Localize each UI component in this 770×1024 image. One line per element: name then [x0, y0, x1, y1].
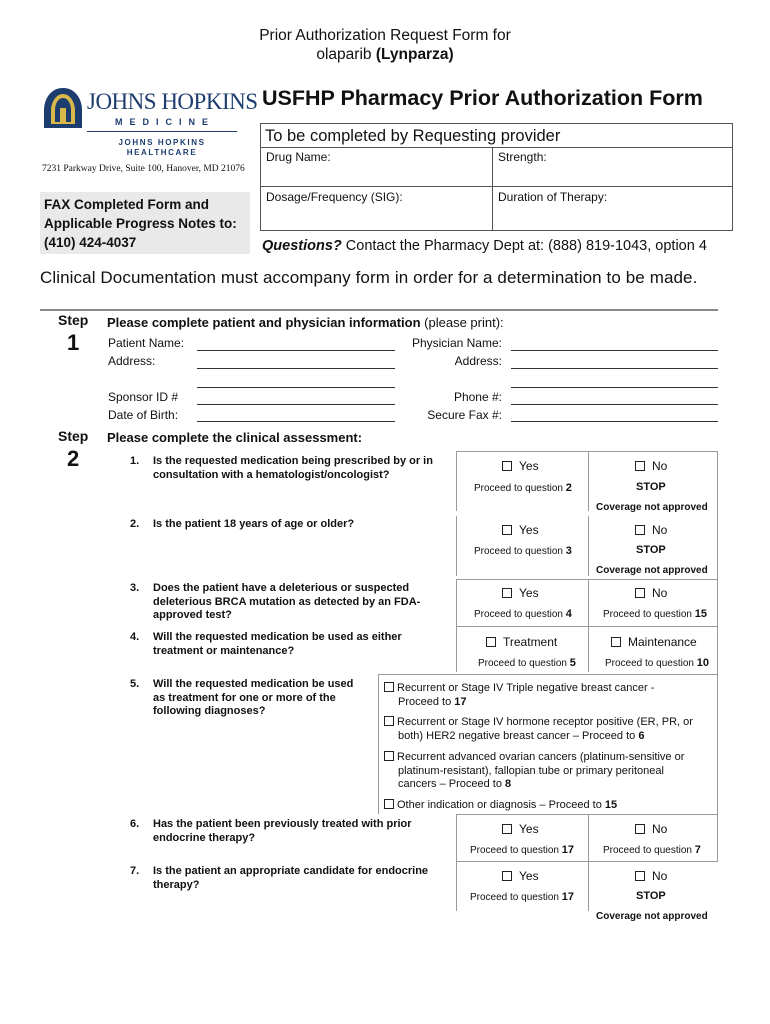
q2-no-option[interactable] — [635, 523, 667, 537]
proceed-target: 15 — [604, 799, 618, 811]
grid-line — [456, 451, 718, 452]
dob-input[interactable] — [197, 421, 395, 422]
checkbox-icon[interactable] — [384, 799, 394, 809]
q7-stop: STOP — [636, 890, 666, 902]
physician-address-input-2[interactable] — [511, 387, 718, 388]
proceed-label: Proceed to question — [603, 845, 692, 856]
question-number: 4. — [130, 631, 140, 643]
q5-diagnosis-ovarian[interactable] — [384, 751, 714, 792]
proceed-label: Proceed to question — [474, 483, 563, 494]
option-label: Yes — [519, 869, 539, 883]
phone-label: Phone #: — [453, 390, 502, 404]
q1-yes-proceed — [474, 482, 572, 494]
proceed-target: 6 — [638, 729, 645, 742]
physician-name-label: Physician Name: — [411, 336, 502, 350]
form-title-line1: Prior Authorization Request Form for — [259, 27, 511, 44]
diagnosis-text: cancers – Proceed to — [398, 778, 502, 790]
q1-yes-option[interactable] — [502, 459, 539, 473]
question-6-text: Has the patient been previously treated with prior endocrine therapy? — [153, 818, 412, 844]
proceed-target: 2 — [565, 482, 572, 494]
q1-coverage-not-approved: Coverage not approved — [596, 502, 708, 513]
step2-title: Please complete the clinical assessment: — [107, 430, 363, 445]
step1-title-bold: Please complete patient and physician information — [107, 315, 421, 330]
option-label: No — [652, 869, 668, 883]
proceed-target: 15 — [694, 608, 707, 620]
proceed-label: Proceed to question — [603, 609, 692, 620]
grid-line — [456, 861, 457, 911]
grid-line — [456, 814, 457, 861]
question-number: 6. — [130, 818, 140, 830]
diagnosis-text: Proceed to — [398, 695, 452, 708]
diagnosis-text: Recurrent advanced ovarian cancers (platinum-sensitive or — [397, 751, 685, 763]
question-5-text: Will the requested medication be used as treatment for one or more of the following diagnoses? — [153, 678, 354, 717]
step1-number: 1 — [67, 330, 80, 355]
q6-no-option[interactable] — [635, 822, 667, 836]
question-number: 1. — [130, 455, 140, 467]
fax-line1: FAX Completed Form and — [44, 197, 210, 212]
diagnosis-text: Recurrent or Stage IV hormone receptor positive (ER, PR, or — [397, 716, 693, 728]
checkbox-icon[interactable] — [384, 716, 394, 726]
question-number: 7. — [130, 865, 140, 877]
q4-treatment-option[interactable] — [486, 635, 557, 649]
sponsor-id-label: Sponsor ID # — [108, 390, 179, 404]
question-4-text: Will the requested medication be used as either treatment or maintenance? — [153, 631, 402, 657]
grid-line — [588, 451, 589, 511]
patient-name-input[interactable] — [197, 350, 395, 351]
dob-label: Date of Birth: — [108, 408, 179, 422]
grid-line — [378, 674, 718, 675]
logo-wordmark: JOHNS HOPKINS — [87, 89, 258, 114]
proceed-label: Proceed to question — [478, 658, 567, 669]
checkbox-icon[interactable] — [635, 525, 645, 535]
option-label: Treatment — [503, 635, 558, 649]
form-title-line2 — [0, 45, 770, 64]
checkbox-icon[interactable] — [502, 871, 512, 881]
proceed-target: 7 — [694, 844, 701, 856]
question-3-text: Does the patient have a deleterious or suspected deleterious BRCA mutation as detected by an FDA-approved test? — [153, 582, 421, 621]
checkbox-icon[interactable] — [502, 525, 512, 535]
q3-yes-proceed — [474, 608, 572, 620]
question-number: 2. — [130, 518, 140, 530]
q7-no-option[interactable] — [635, 869, 667, 883]
q2-coverage-not-approved: Coverage not approved — [596, 565, 708, 576]
grid-line — [456, 579, 718, 580]
drug-generic-name: olaparib — [316, 46, 372, 63]
checkbox-icon[interactable] — [611, 637, 621, 647]
logo-medicine: MEDICINE — [115, 117, 216, 127]
grid-line — [456, 861, 718, 862]
secure-fax-input[interactable] — [511, 421, 718, 422]
dome-seal-icon — [42, 86, 84, 130]
secure-fax-label: Secure Fax #: — [427, 408, 502, 422]
q6-yes-proceed — [470, 844, 574, 856]
option-label: Yes — [519, 822, 539, 836]
page-title: USFHP Pharmacy Prior Authorization Form — [262, 86, 703, 110]
question-number: 3. — [130, 582, 140, 594]
patient-address-input-2[interactable] — [197, 387, 395, 388]
drug-brand-name: (Lynparza) — [375, 46, 454, 63]
questions-contact — [262, 238, 707, 254]
option-label: No — [652, 586, 668, 600]
proceed-target: 10 — [696, 657, 709, 669]
fax-line2: Applicable Progress Notes to: — [44, 216, 237, 231]
dosage-field[interactable]: Dosage/Frequency (SIG): — [266, 190, 403, 204]
q1-stop: STOP — [636, 481, 666, 493]
q5-diagnosis-other[interactable] — [384, 799, 714, 813]
q2-yes-option[interactable] — [502, 523, 539, 537]
proceed-target: 4 — [565, 608, 572, 620]
option-label: No — [652, 459, 668, 473]
proceed-label: Proceed to question — [474, 546, 563, 557]
checkbox-icon[interactable] — [635, 588, 645, 598]
q4-treatment-proceed — [478, 657, 576, 669]
checkbox-icon[interactable] — [384, 682, 394, 692]
q3-yes-option[interactable] — [502, 586, 539, 600]
checkbox-icon[interactable] — [502, 588, 512, 598]
checkbox-icon[interactable] — [635, 824, 645, 834]
proceed-target: 5 — [569, 657, 576, 669]
patient-address-input[interactable] — [197, 368, 395, 369]
grid-line — [456, 626, 718, 627]
option-label: Maintenance — [628, 635, 697, 649]
clinical-notice: Clinical Documentation must accompany form in order for a determination to be made. — [40, 268, 698, 287]
checkbox-icon[interactable] — [635, 461, 645, 471]
question-2-text: Is the patient 18 years of age or older? — [153, 518, 355, 530]
table-divider — [492, 147, 493, 231]
questions-text: Contact the Pharmacy Dept at: (888) 819-1043, option 4 — [345, 238, 707, 254]
q5-diagnosis-hr-positive[interactable] — [384, 716, 714, 743]
proceed-label: Proceed to question — [470, 892, 559, 903]
q2-stop: STOP — [636, 544, 666, 556]
step2-number: 2 — [67, 446, 80, 471]
grid-line — [456, 451, 457, 511]
grid-line — [378, 674, 379, 814]
q4-maintenance-proceed — [605, 657, 709, 669]
logo-divider — [87, 131, 237, 132]
grid-line — [717, 451, 718, 861]
diagnosis-text: platinum-resistant), fallopian tube or primary peritoneal — [398, 764, 664, 777]
diagnosis-text: both) HER2 negative breast cancer – Proceed to — [398, 729, 636, 742]
question-number: 5. — [130, 678, 140, 690]
q3-no-option[interactable] — [635, 586, 667, 600]
q3-no-proceed — [603, 608, 707, 620]
logo-sub1: JOHNS HOPKINS — [118, 138, 206, 147]
diagnosis-text: Other indication or diagnosis – Proceed to — [397, 799, 602, 811]
step1-title — [107, 315, 504, 330]
question-7-text: Is the patient an appropriate candidate for endocrine therapy? — [153, 865, 429, 891]
strength-field[interactable]: Strength: — [498, 150, 547, 164]
option-label: No — [652, 822, 668, 836]
questions-label: Questions? — [262, 238, 342, 254]
option-label: Yes — [519, 459, 539, 473]
section-divider — [40, 309, 718, 311]
proceed-target: 8 — [505, 778, 512, 790]
patient-name-label: Patient Name: — [108, 336, 185, 350]
physician-address-input[interactable] — [511, 368, 718, 369]
mailing-address: 7231 Parkway Drive, Suite 100, Hanover, MD 21076 — [42, 164, 245, 174]
diagnosis-text: Recurrent or Stage IV Triple negative breast cancer - — [397, 682, 655, 694]
phone-input[interactable] — [511, 404, 718, 405]
physician-name-input[interactable] — [511, 350, 718, 351]
drug-name-field[interactable]: Drug Name: — [266, 150, 331, 164]
table-divider — [260, 186, 733, 187]
request-table — [260, 147, 733, 231]
proceed-target: 17 — [561, 891, 574, 903]
q1-no-option[interactable] — [635, 459, 667, 473]
option-label: Yes — [519, 523, 539, 537]
checkbox-icon[interactable] — [502, 461, 512, 471]
proceed-target: 17 — [561, 844, 574, 856]
checkbox-icon[interactable] — [502, 824, 512, 834]
q7-coverage-not-approved: Coverage not approved — [596, 911, 708, 922]
q2-yes-proceed — [474, 545, 572, 557]
proceed-target: 17 — [454, 695, 467, 708]
grid-line — [588, 814, 589, 861]
fax-number: (410) 424-4037 — [44, 235, 137, 250]
patient-address-label: Address: — [108, 354, 156, 368]
sponsor-id-input[interactable] — [197, 404, 395, 405]
grid-line — [456, 814, 718, 815]
grid-line — [456, 516, 457, 576]
checkbox-icon[interactable] — [384, 751, 394, 761]
q4-maintenance-option[interactable] — [611, 635, 697, 649]
checkbox-icon[interactable] — [635, 871, 645, 881]
q6-no-proceed — [603, 844, 701, 856]
step1-label: Step — [58, 312, 89, 328]
proceed-label: Proceed to question — [474, 609, 563, 620]
step1-title-rest: (please print): — [424, 315, 504, 330]
fax-instructions — [44, 195, 237, 252]
option-label: Yes — [519, 586, 539, 600]
step2-label: Step — [58, 428, 89, 444]
question-1-text: Is the requested medication being prescribed by or in consultation with a hematologist/oncologist? — [153, 455, 433, 481]
q5-diagnosis-tnbc[interactable] — [384, 682, 714, 709]
physician-address-label: Address: — [454, 354, 502, 368]
q7-yes-proceed — [470, 891, 574, 903]
option-label: No — [652, 523, 668, 537]
q7-yes-option[interactable] — [502, 869, 539, 883]
proceed-label: Proceed to question — [470, 845, 559, 856]
q6-yes-option[interactable] — [502, 822, 539, 836]
form-title — [0, 26, 770, 64]
duration-field[interactable]: Duration of Therapy: — [498, 190, 608, 204]
request-table-heading: To be completed by Requesting provider — [260, 123, 733, 147]
checkbox-icon[interactable] — [486, 637, 496, 647]
proceed-target: 3 — [565, 545, 572, 557]
proceed-label: Proceed to question — [605, 658, 694, 669]
logo-sub2: HEALTHCARE — [126, 148, 198, 157]
grid-line — [588, 516, 589, 576]
grid-line — [588, 861, 589, 911]
